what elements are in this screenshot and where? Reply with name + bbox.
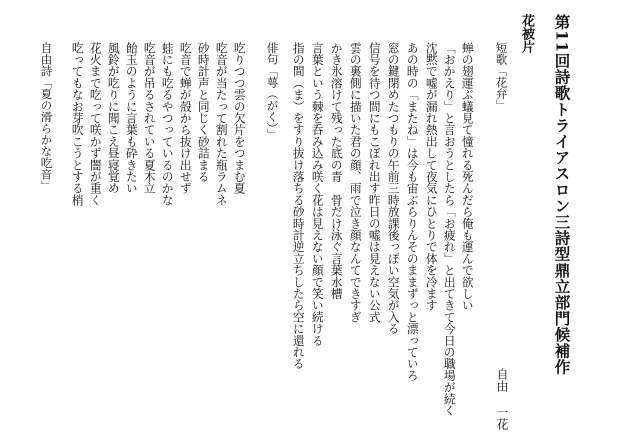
tanka-line: 「おかえり」と言おうとしたら「お疲れ」と出てきて今日の職場が続く: [442, 42, 457, 417]
tanka-line: あの時の「またね」は今も宙ぶらりんそのままずっと漂っていろ: [405, 42, 420, 382]
tanka-line: 窓の鍵閉めたつもりの午前三時放課後っぽい空気が入る: [386, 42, 401, 335]
haiku-line: 花火まで吃って咲かず闇が重く: [88, 42, 103, 206]
tanka-heading: 短歌「花弁」: [494, 42, 509, 111]
free-verse-heading: 自由詩「夏の滑らかな吃音」: [39, 42, 54, 192]
tanka-line: 信号を待つ間にもこぼれ出す昨日の嘘は見えない公式: [367, 42, 382, 323]
competition-title: 第11回詩歌トライアスロン三詩型鼎立部門候補作: [552, 14, 572, 375]
haiku-line: 吃音が当たって割れた瓶ラムネ: [214, 42, 229, 206]
tanka-line: 雲の裏側に描いた君の顔、雨で泣き顔なんてできすぎ: [348, 42, 363, 323]
haiku-line: 吃音が吊るされている夏木立: [142, 42, 157, 195]
haiku-line: 吃りつつ雲の欠片をつまむ夏: [232, 42, 247, 195]
tanka-line: 言葉という棘を呑み込み咲く花は見えない顔で笑い続ける: [310, 42, 325, 347]
author-given-name: 一花: [495, 406, 509, 430]
haiku-line: 蛙にも吃るやつっているのかな: [160, 42, 175, 206]
tanka-line: かき氷溶けて残った底の青 骨だけ泳ぐ言葉水槽: [329, 42, 344, 300]
haiku-line: 砂時計声と同じく砂詰まる: [196, 42, 211, 183]
tanka-line: 蝉の翅運ぶ蟻見て憧れる死んだら俺も運んで欲しい: [460, 42, 475, 312]
tanka-line: 沈黙で嘘が漏れ熱出して夜気にひとりで体を冷ます: [424, 42, 439, 312]
haiku-line: 風鈴が吃りに聞こえ昼寝覚め: [106, 42, 121, 195]
haiku-line: 吃音で蝉が殻から抜け出せず: [178, 42, 193, 195]
author-family-name: 自由: [495, 368, 509, 392]
haiku-heading: 俳句「萼（がく）」: [265, 42, 280, 140]
work-title: 花被片: [519, 14, 534, 53]
haiku-line: 吃ってもなお芽吹こうとする梢: [70, 42, 85, 206]
tanka-line: 指の間（ま）をすり抜け落ちる砂時計逆立ちしたら空に還れる: [291, 42, 306, 370]
haiku-line: 飴玉のように言葉も砕きたい: [124, 42, 139, 195]
author-name: [496, 368, 508, 430]
